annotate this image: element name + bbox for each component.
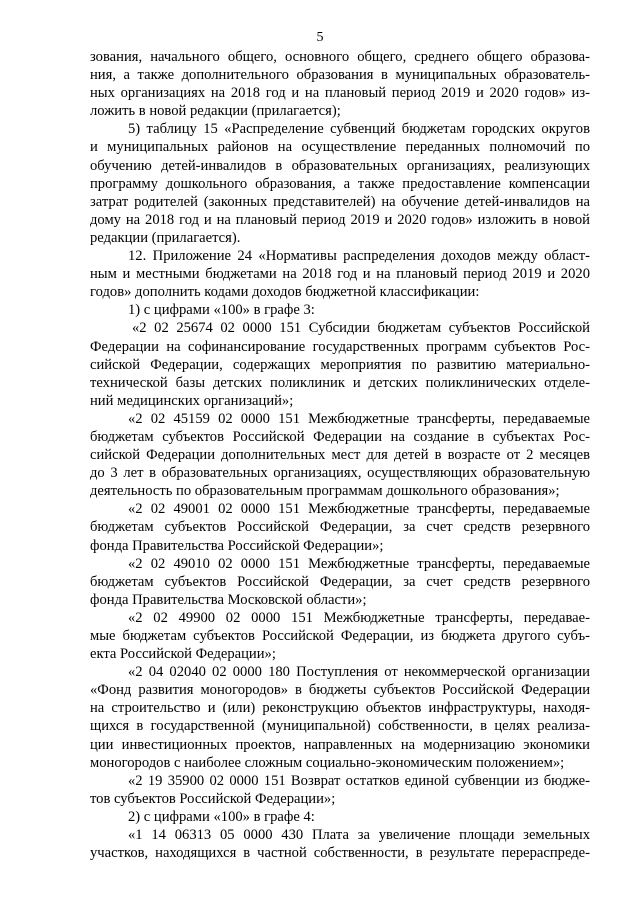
text-line: ния, а также дополнительного образования в муниципальных образователь- bbox=[90, 67, 590, 84]
document-body bbox=[90, 48, 590, 862]
text-line: ложить в новой редакции (прилагается); bbox=[90, 103, 341, 120]
text-line: и муниципальных районов на осуществление переданных полномочий по bbox=[90, 139, 590, 156]
text-line: 2) с цифрами «100» в графе 4: bbox=[128, 808, 315, 825]
text-line: 1) с цифрами «100» в графе 3: bbox=[128, 302, 315, 319]
text-line: ции инвестиционных проектов, направленных на модернизацию экономики bbox=[90, 736, 590, 753]
text-line: ным и местными бюджетами на 2018 год и на плановый период 2019 и 2020 bbox=[90, 266, 590, 283]
text-line: обучению детей-инвалидов в образовательных организациях, реализующих bbox=[90, 157, 590, 174]
text-line: 5) таблицу 15 «Распределение субвенций бюджетам городских округов bbox=[128, 121, 590, 138]
text-line: бюджетам субъектов Российской Федерации, за счет средств резервного bbox=[90, 519, 590, 536]
text-line: зования, начального общего, основного общего, среднего общего образова- bbox=[90, 49, 590, 65]
text-line: бюджетам субъектов Российской Федерации на создание в субъектах Рос- bbox=[90, 428, 590, 445]
text-line: сийской Федерации дополнительных мест для детей в возрасте от 2 месяцев bbox=[90, 447, 590, 464]
text-line: деятельность по образовательным программам дошкольного образования»; bbox=[90, 483, 560, 500]
text-line: затрат родителей (законных представителей) на обучение детей-инвалидов на bbox=[90, 193, 590, 210]
text-line: до 3 лет в образовательных организациях, осуществляющих образовательную bbox=[90, 465, 590, 482]
text-line: «2 19 35900 02 0000 151 Возврат остатков единой субвенции из бюдже- bbox=[128, 772, 590, 789]
text-line: моногородов с наиболее сложным социально-экономическим положением»; bbox=[90, 754, 565, 771]
text-line: «2 02 49001 02 0000 151 Межбюджетные трансферты, передаваемые bbox=[128, 501, 590, 518]
text-line: бюджетам субъектов Российской Федерации, за счет средств резервного bbox=[90, 573, 590, 590]
text-line: щихся в государственной (муниципальной) собственности, в целях реализа- bbox=[90, 718, 590, 735]
text-line: тов субъектов Российской Федерации»; bbox=[90, 790, 336, 807]
text-line: екта Российской Федерации»; bbox=[90, 646, 276, 663]
text-line: «1 14 06313 05 0000 430 Плата за увеличение площади земельных bbox=[128, 827, 590, 844]
text-line: фонда Правительства Московской области»; bbox=[90, 591, 367, 608]
text-line: на строительство и (или) реконструкцию объектов инфраструктуры, находя- bbox=[90, 700, 590, 717]
text-line: Федерации на софинансирование государственных программ субъектов Рос- bbox=[90, 338, 590, 355]
text-line: технической базы детских поликлиник и детских поликлинических отделе- bbox=[90, 374, 590, 391]
text-line: мые бюджетам субъектов Российской Федерации, из бюджета другого субъ- bbox=[90, 628, 590, 644]
page-number: 5 bbox=[316, 30, 324, 45]
text-line: «2 02 25674 02 0000 151 Субсидии бюджетам субъектов Российской bbox=[132, 320, 590, 337]
text-line: программу дошкольного образования, а также предоставление компенсации bbox=[90, 175, 590, 192]
text-line: сийской Федерации, содержащих мероприятия по развитию материально- bbox=[90, 356, 590, 373]
text-line: «2 04 02040 02 0000 180 Поступления от некоммерческой организации bbox=[128, 664, 590, 681]
text-line: «Фонд развития моногородов» в бюджеты субъектов Российской Федерации bbox=[90, 682, 590, 699]
text-line: дому на 2018 год и на плановый период 2019 и 2020 годов» изложить в новой bbox=[90, 211, 590, 228]
text-line: «2 02 49010 02 0000 151 Межбюджетные трансферты, передаваемые bbox=[128, 555, 590, 572]
text-line: редакции (прилагается). bbox=[90, 229, 241, 246]
text-line: «2 02 45159 02 0000 151 Межбюджетные трансферты, передаваемые bbox=[128, 410, 590, 427]
text-line: ных организациях на 2018 год и на плановый период 2019 и 2020 годов» из- bbox=[90, 85, 590, 102]
text-line: ний медицинских организаций»; bbox=[90, 392, 294, 409]
text-line: 12. Приложение 24 «Нормативы распределения доходов между област- bbox=[128, 248, 590, 265]
text-line: «2 02 49900 02 0000 151 Межбюджетные трансферты, передавае- bbox=[128, 609, 590, 626]
text-line: участков, находящихся в частной собственности, в результате перераспреде- bbox=[90, 845, 590, 862]
text-line: фонда Правительства Российской Федерации»; bbox=[90, 537, 384, 554]
text-line: годов» дополнить кодами доходов бюджетной классификации: bbox=[90, 284, 480, 301]
